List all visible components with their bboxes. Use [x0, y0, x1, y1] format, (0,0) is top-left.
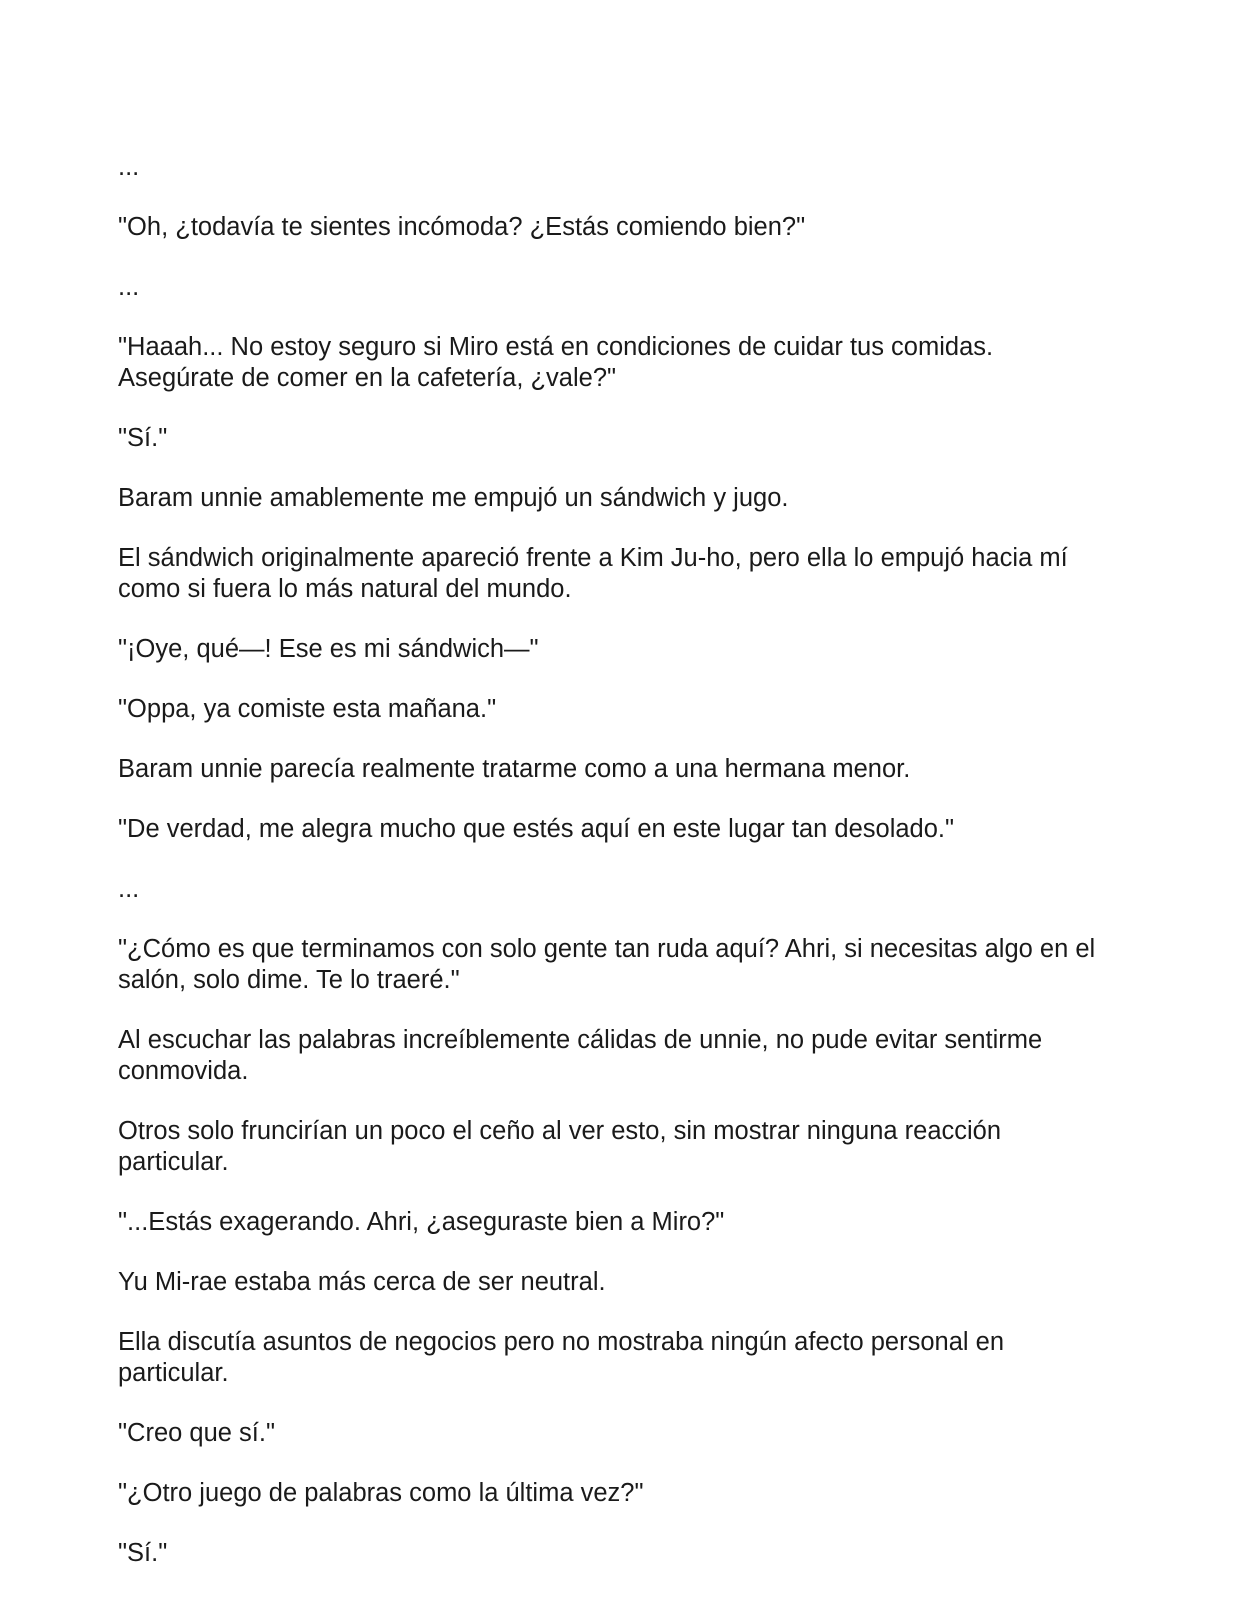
- paragraph: "Sí.": [118, 424, 168, 452]
- paragraph: "Haaah... No estoy seguro si Miro está en condiciones de cuidar tus comidas. Asegúrate de comer en la cafetería, ¿vale?": [118, 333, 994, 392]
- paragraph: Al escuchar las palabras increíblemente cálidas de unnie, no pude evitar sentirme conmovida.: [118, 1026, 1043, 1085]
- paragraph: Baram unnie amablemente me empujó un sándwich y jugo.: [118, 484, 789, 512]
- paragraph: "Oh, ¿todavía te sientes incómoda? ¿Estás comiendo bien?": [118, 213, 806, 241]
- paragraph: "...Estás exagerando. Ahri, ¿aseguraste bien a Miro?": [118, 1208, 725, 1236]
- paragraph: Ella discutía asuntos de negocios pero no mostraba ningún afecto personal en particular.: [118, 1328, 1005, 1387]
- paragraph: ...: [118, 273, 140, 301]
- paragraph: "Sí.": [118, 1539, 168, 1567]
- paragraph: "Creo que sí.": [118, 1419, 276, 1447]
- paragraph: "Oppa, ya comiste esta mañana.": [118, 695, 497, 723]
- paragraph: Otros solo fruncirían un poco el ceño al ver esto, sin mostrar ninguna reacción particular.: [118, 1117, 1002, 1176]
- paragraph: El sándwich originalmente apareció frente a Kim Ju-ho, pero ella lo empujó hacia mí como si fuera lo más natural del mundo.: [118, 544, 1068, 603]
- document-body: [118, 152, 1108, 1598]
- paragraph: ...: [118, 153, 140, 181]
- paragraph: Baram unnie parecía realmente tratarme como a una hermana menor.: [118, 755, 911, 783]
- paragraph: "¿Otro juego de palabras como la última vez?": [118, 1479, 644, 1507]
- paragraph: ...: [118, 875, 140, 903]
- paragraph: "¿Cómo es que terminamos con solo gente tan ruda aquí? Ahri, si necesitas algo en el salón, solo dime. Te lo traeré.": [118, 935, 1096, 994]
- paragraph: "¡Oye, qué—! Ese es mi sándwich—": [118, 635, 539, 663]
- paragraph: "De verdad, me alegra mucho que estés aquí en este lugar tan desolado.": [118, 815, 955, 843]
- paragraph: Yu Mi-rae estaba más cerca de ser neutral.: [118, 1268, 606, 1296]
